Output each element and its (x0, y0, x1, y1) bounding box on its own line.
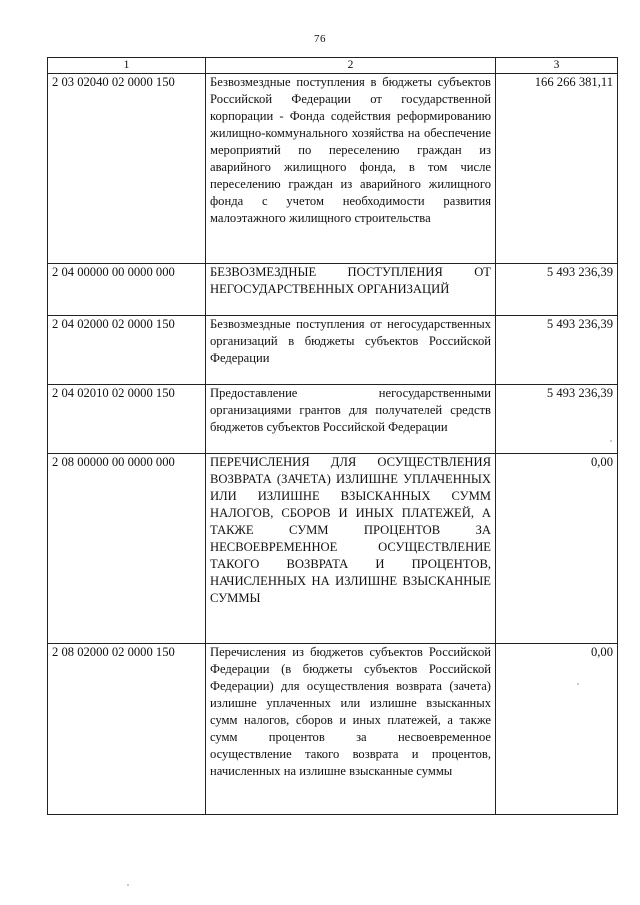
table-row (48, 454, 618, 644)
scan-speck (577, 683, 579, 685)
row-code: 2 03 02040 02 0000 150 (48, 74, 206, 264)
row-code: 2 08 02000 02 0000 150 (48, 644, 206, 815)
row-amount: 5 493 236,39 (496, 316, 618, 385)
page-number: 76 (314, 33, 326, 45)
row-code: 2 04 02000 02 0000 150 (48, 316, 206, 385)
table-row (48, 385, 618, 454)
table-header-row (48, 58, 618, 74)
row-description: Безвозмездные поступления от негосударственных организаций в бюджеты субъектов Российской Федерации (206, 316, 496, 385)
column-header-amount: 3 (496, 58, 618, 74)
scan-speck (610, 440, 612, 442)
table-row (48, 644, 618, 815)
scan-speck (127, 884, 129, 886)
table-row (48, 264, 618, 316)
row-description: ПЕРЕЧИСЛЕНИЯ ДЛЯ ОСУЩЕСТВЛЕНИЯ ВОЗВРАТА (ЗАЧЕТА) ИЗЛИШНЕ УПЛАЧЕННЫХ ИЛИ ИЗЛИШНЕ ВЗЫСКАННЫХ СУММ НАЛОГОВ, СБОРОВ И ИНЫХ ПЛАТЕЖЕЙ, А ТАКЖЕ СУММ ПРОЦЕНТОВ ЗА НЕСВОЕВРЕМЕННОЕ ОСУЩЕСТВЛЕНИЕ ТАКОГО ВОЗВРАТА И ПРОЦЕНТОВ, НАЧИСЛЕННЫХ НА ИЗЛИШНЕ ВЗЫСКАННЫЕ СУММЫ (206, 454, 496, 644)
column-header-code: 1 (48, 58, 206, 74)
row-amount: 5 493 236,39 (496, 385, 618, 454)
row-amount: 5 493 236,39 (496, 264, 618, 316)
row-description: Безвозмездные поступления в бюджеты субъектов Российской Федерации от государственной корпорации - Фонда содействия реформированию жилищно-коммунального хозяйства на обеспечение мероприятий по переселению граждан из аварийного жилищного фонда, в том числе переселению граждан из аварийного жилищного фонда с учетом необходимости развития малоэтажного жилищного строительства (206, 74, 496, 264)
row-amount: 166 266 381,11 (496, 74, 618, 264)
table-row (48, 316, 618, 385)
row-code: 2 04 02010 02 0000 150 (48, 385, 206, 454)
row-description: БЕЗВОЗМЕЗДНЫЕ ПОСТУПЛЕНИЯ ОТ НЕГОСУДАРСТВЕННЫХ ОРГАНИЗАЦИЙ (206, 264, 496, 316)
row-description: Перечисления из бюджетов субъектов Российской Федерации (в бюджеты субъектов Российской Федерации) для осуществления возврата (зачета) излишне уплаченных или излишне взысканных сумм налогов, сборов и иных платежей, а также сумм процентов за несвоевременное осуществление такого возврата и процентов, начисленных на излишне взысканные суммы (206, 644, 496, 815)
row-amount: 0,00 (496, 454, 618, 644)
row-code: 2 04 00000 00 0000 000 (48, 264, 206, 316)
budget-revenue-table (47, 57, 618, 815)
row-code: 2 08 00000 00 0000 000 (48, 454, 206, 644)
row-amount: 0,00 (496, 644, 618, 815)
column-header-description: 2 (206, 58, 496, 74)
table-row (48, 74, 618, 264)
row-description: Предоставление негосударственными организациями грантов для получателей средств бюджетов субъектов Российской Федерации (206, 385, 496, 454)
